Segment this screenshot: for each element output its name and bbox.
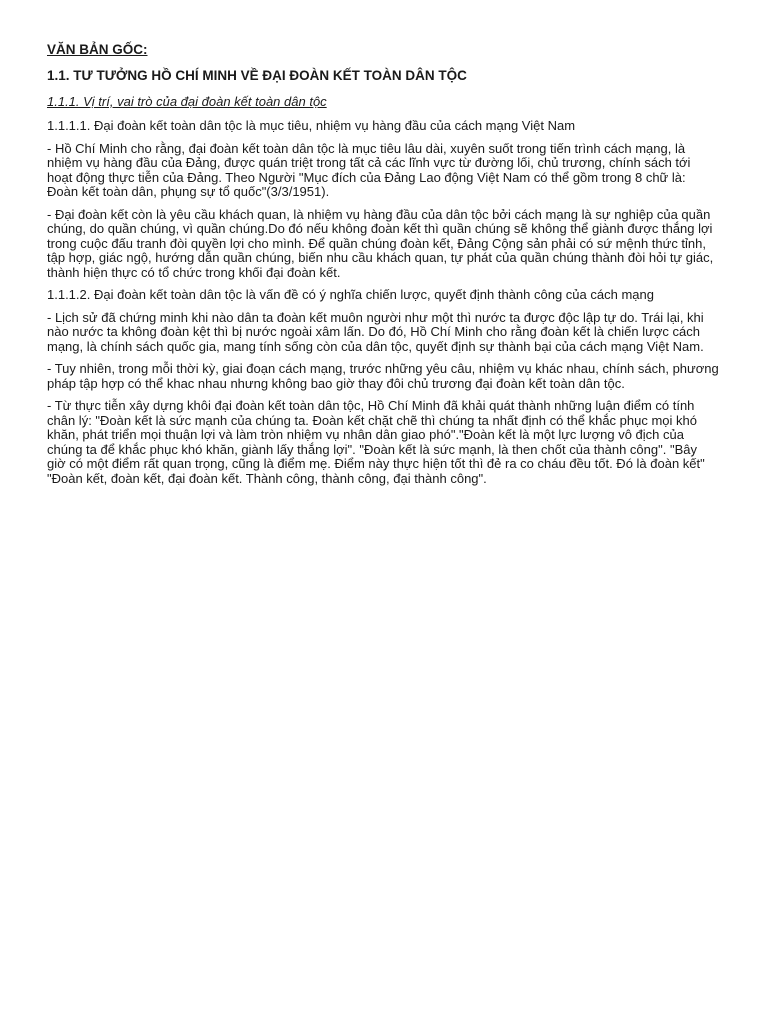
paragraph-4: 1.1.1.2. Đại đoàn kết toàn dân tộc là vấn đề có ý nghĩa chiến lược, quyết định thành công của cách mạng: [47, 287, 654, 302]
section-heading: 1.1. TƯ TƯỞNG HỒ CHÍ MINH VỀ ĐẠI ĐOÀN KẾT TOÀN DÂN TỘC: [47, 68, 467, 83]
paragraph-6: - Tuy nhiên, trong mỗi thời kỳ, giai đoạn cách mạng, trước những yêu câu, nhiệm vụ khác nhau, chính sách, phương pháp tập hợp có thể khac nhau nhưng không bao giờ thay đôi chủ trương đại đoàn kết toàn dân tộc.: [47, 361, 719, 391]
paragraph-1: 1.1.1.1. Đại đoàn kết toàn dân tộc là mục tiêu, nhiệm vụ hàng đầu của cách mạng Việt Nam: [47, 118, 576, 133]
paragraph-3: - Đại đoàn kết còn là yêu cầu khách quan, là nhiệm vụ hàng đầu của dân tộc bởi cách mạng là sự nghiệp của quần chúng, do quần chúng, vì quần chúng.Do đó nếu không đoàn kết thì quần chúng sẽ không thể giành được thắng lợi trong cuộc đấu tranh đòi quyền lợi cho mình. Để quần chúng đoàn kết, Đảng Cộng sản phải có sứ mệnh thức tỉnh, tập hợp, giác ngộ, hướng dẫn quần chúng, biến nhu cầu khách quan, tự phát của quần chúng thành đòi hỏi tự giác, thành hiện thực có tổ chức trong khối đại đoàn kết.: [47, 206, 714, 280]
subsection-heading: 1.1.1. Vị trí, vai trò của đại đoàn kết toàn dân tộc: [47, 94, 327, 109]
document-page: [47, 41, 719, 494]
paragraph-5: - Lịch sử đã chứng minh khi nào dân ta đoàn kết muôn người như một thì nước ta được độc lập tự do. Trái lại, khi nào nước ta không đoàn kệt thì bị nước ngoài xâm lấn. Do đó, Hồ Chí Minh cho rằng đoàn kết là chiến lược cách mạng, là chính sách quốc gia, mang tính sống còn của dân tộc, quyết định sự thành bại của cách mạng Việt Nam.: [47, 309, 704, 354]
document-label: VĂN BẢN GỐC:: [47, 42, 148, 57]
paragraph-7: - Từ thực tiễn xây dựng khôi đại đoàn kết toàn dân tộc, Hồ Chí Minh đã khải quát thành những luận điểm có tính chân lý: "Đoàn kết là sức mạnh của chúng ta. Đoàn kết chặt chẽ thì chúng ta nhất định có thể khắc phục mọi khó khăn, phát triển mọi thuận lợi và làm tròn nhiệm vụ nhân dân giao phó"."Đoàn kết là một lực lượng vô địch của chúng ta để khắc phục khó khăn, giành lấy thắng lợi". "Đoàn kết là sức mạnh, là then chốt của thành công". "Bây giờ có một điểm rất quan trọng, cũng là điểm mẹ. Điểm này thực hiện tốt thì đẻ ra co cháu đều tốt. Đó là đoàn kết" "Đoàn kết, đoàn kết, đại đoàn kết. Thành công, thành công, đại thành công".: [47, 398, 705, 486]
paragraph-2: - Hồ Chí Minh cho rằng, đại đoàn kết toàn dân tộc là mục tiêu lâu dài, xuyên suốt trong tiến trình cách mạng, là nhiệm vụ hàng đầu của Đảng, được quán triệt trong tất cả các lĩnh vực từ đường lối, chủ trương, chính sách tới hoạt động thực tiễn của Đảng. Theo Người "Mục đích của Đảng Lao động Việt Nam có thể gồm trong 8 chữ là: Đoàn kết toàn dân, phụng sự tổ quốc"(3/3/1951).: [47, 140, 691, 199]
